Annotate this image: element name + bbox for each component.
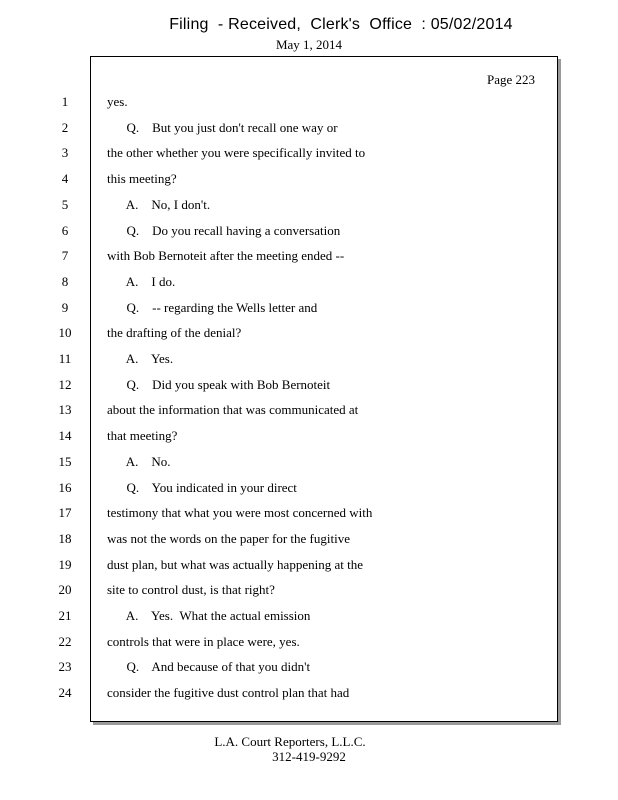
line-text: with Bob Bernoteit after the meeting ended -- (107, 248, 345, 263)
line-text: site to control dust, is that right? (107, 582, 275, 597)
line-text: the other whether you were specifically invited to (107, 145, 366, 160)
line-number: 5 (61, 197, 69, 212)
line-text: Q. Do you recall having a conversation (107, 223, 341, 238)
page-number: Page 223 (487, 72, 536, 87)
line-text: Q. Did you speak with Bob Bernoteit (107, 377, 331, 392)
line-text: testimony that what you were most concerned with (107, 505, 373, 520)
line-number: 11 (58, 351, 72, 366)
line-text: A. No. (107, 454, 171, 469)
line-number: 8 (61, 274, 69, 289)
line-text: yes. (107, 94, 128, 109)
line-number: 18 (58, 531, 72, 546)
line-number: 12 (58, 377, 72, 392)
line-text: about the information that was communicated at (107, 402, 359, 417)
line-text: Q. -- regarding the Wells letter and (107, 300, 318, 315)
line-text: that meeting? (107, 428, 178, 443)
line-number: 15 (58, 454, 72, 469)
line-text: Q. But you just don't recall one way or (107, 120, 338, 135)
line-number: 7 (61, 248, 69, 263)
line-text: was not the words on the paper for the fugitive (107, 531, 350, 546)
line-number: 3 (61, 145, 69, 160)
line-number: 13 (58, 402, 72, 417)
filing-stamp: Filing - Received, Clerk's Office : 05/02/2014 (169, 16, 513, 33)
line-text: A. No, I don't. (107, 197, 211, 212)
line-text: this meeting? (107, 171, 177, 186)
court-reporter-phone: 312-419-9292 (272, 749, 346, 764)
line-text: A. I do. (107, 274, 176, 289)
line-number: 19 (58, 557, 72, 572)
transcript-date: May 1, 2014 (275, 37, 343, 52)
line-number: 24 (58, 685, 72, 700)
line-number: 14 (58, 428, 72, 443)
line-number: 23 (58, 659, 72, 674)
line-number: 16 (58, 480, 72, 495)
line-number: 10 (58, 325, 72, 340)
line-number: 20 (58, 582, 72, 597)
line-number: 2 (61, 120, 69, 135)
line-text: A. Yes. (107, 351, 174, 366)
line-number: 6 (61, 223, 69, 238)
line-number: 1 (61, 94, 69, 109)
line-number: 9 (61, 300, 69, 315)
line-text: the drafting of the denial? (107, 325, 242, 340)
line-number: 4 (61, 171, 69, 186)
line-text: controls that were in place were, yes. (107, 634, 300, 649)
line-text: dust plan, but what was actually happening at the (107, 557, 363, 572)
line-text: Q. You indicated in your direct (107, 480, 297, 495)
line-number: 21 (58, 608, 72, 623)
line-number: 22 (58, 634, 72, 649)
line-text: consider the fugitive dust control plan that had (107, 685, 350, 700)
court-reporter-name: L.A. Court Reporters, L.L.C. (214, 734, 366, 749)
line-text: A. Yes. What the actual emission (107, 608, 311, 623)
line-number: 17 (58, 505, 72, 520)
line-text: Q. And because of that you didn't (107, 659, 311, 674)
